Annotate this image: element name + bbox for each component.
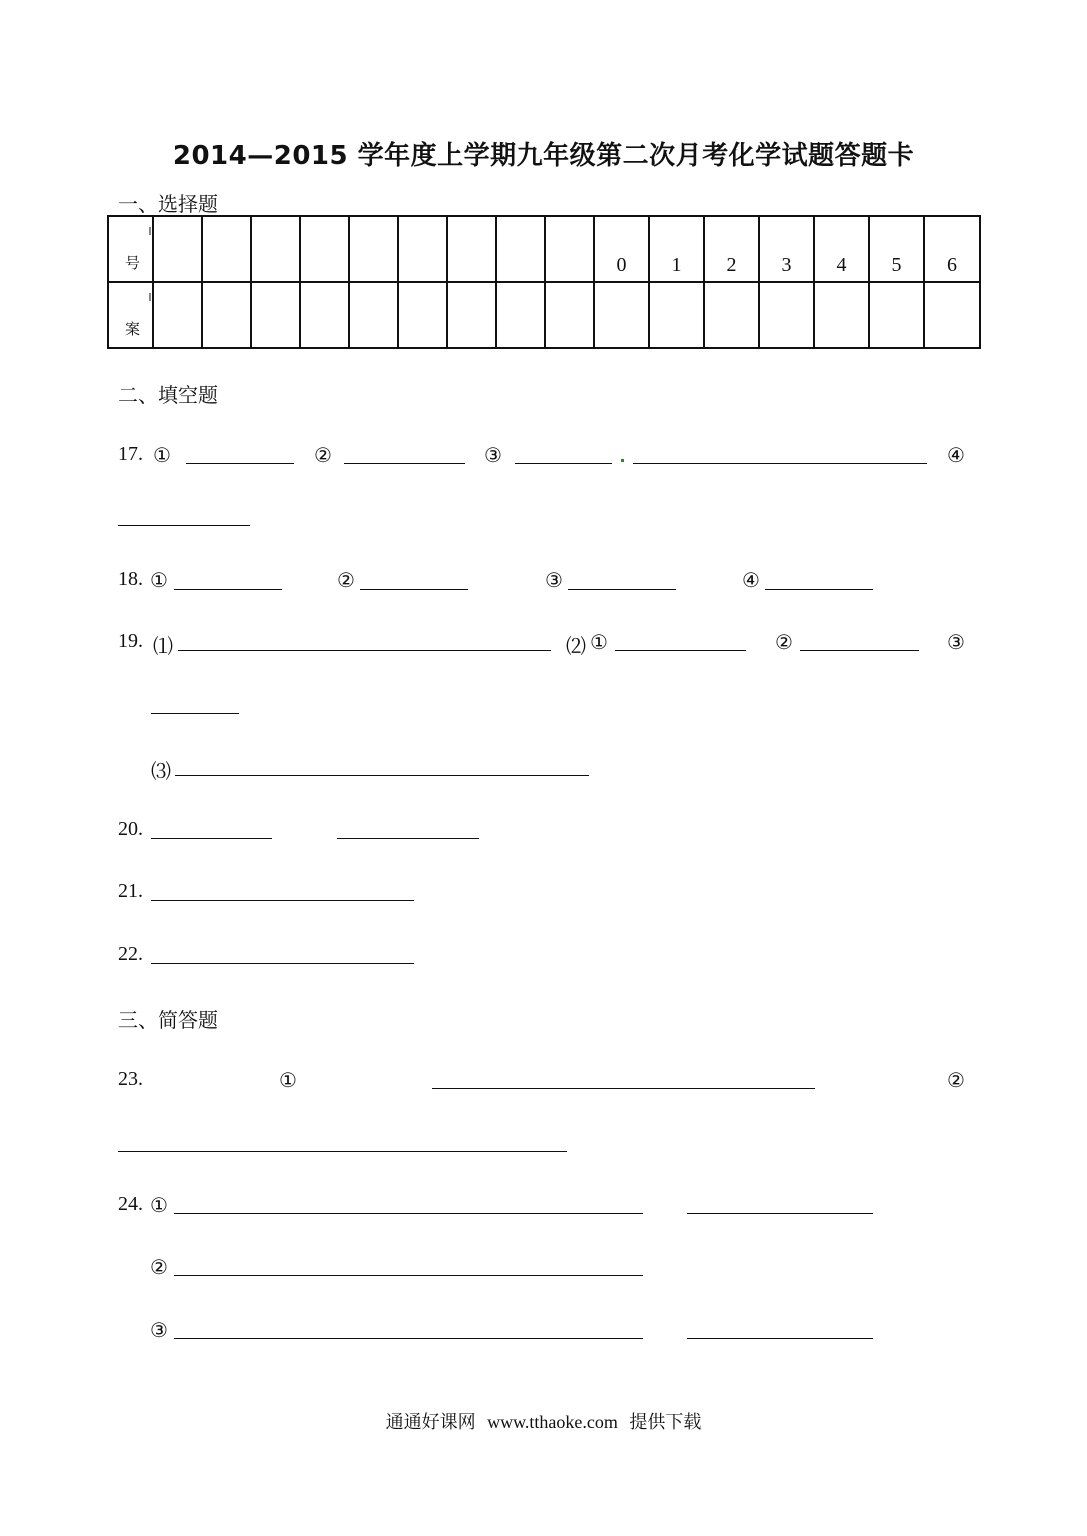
q24-blank-1b[interactable] bbox=[687, 1213, 873, 1214]
q22-blank[interactable] bbox=[151, 963, 414, 964]
answer-cell[interactable] bbox=[300, 282, 349, 348]
q19-blank-5[interactable] bbox=[175, 775, 589, 776]
grid-number: 0 bbox=[616, 254, 627, 276]
answer-cell[interactable] bbox=[869, 282, 924, 348]
grid-row-numbers bbox=[108, 216, 980, 282]
q24-mark-1: ① bbox=[150, 1195, 168, 1217]
grid-number: 3 bbox=[781, 254, 792, 276]
q19-blank-3[interactable] bbox=[800, 650, 919, 651]
grid-number bbox=[350, 277, 397, 281]
q24-number: 24. bbox=[118, 1193, 143, 1215]
grid-number-cell bbox=[300, 216, 349, 282]
q24-blank-3a[interactable] bbox=[174, 1338, 643, 1339]
q18-blank-1[interactable] bbox=[174, 589, 282, 590]
page-title: 2014—2015 学年度上学期九年级第二次月考化学试题答题卡 bbox=[172, 141, 915, 171]
answer-cell[interactable] bbox=[924, 282, 980, 348]
q19-part-3: ⑶ bbox=[151, 761, 171, 783]
grid-number bbox=[546, 277, 593, 281]
stray-dot bbox=[621, 459, 624, 462]
q19-part-1: ⑴ bbox=[153, 636, 173, 658]
q19-mark-3: ③ bbox=[947, 632, 965, 654]
footer-site: 通通好课网 bbox=[385, 1412, 476, 1433]
q18-blank-3[interactable] bbox=[568, 589, 676, 590]
q17-blank-3[interactable] bbox=[515, 463, 612, 464]
grid-number bbox=[252, 277, 299, 281]
grid-row-label: 号 bbox=[125, 254, 141, 272]
q22-number: 22. bbox=[118, 943, 143, 965]
q18-mark-2: ② bbox=[337, 570, 355, 592]
grid-number-cell bbox=[649, 216, 704, 282]
q23-blank-1[interactable] bbox=[432, 1088, 815, 1089]
grid-number bbox=[399, 277, 446, 281]
q17-mark-4: ④ bbox=[947, 445, 965, 467]
q18-mark-4: ④ bbox=[742, 570, 760, 592]
grid-number-cell bbox=[869, 216, 924, 282]
q19-mark-2: ② bbox=[775, 632, 793, 654]
section-short-heading: 三、简答题 bbox=[118, 1008, 218, 1032]
grid-number-cell bbox=[814, 216, 869, 282]
q24-blank-1a[interactable] bbox=[174, 1213, 643, 1214]
answer-cell[interactable] bbox=[545, 282, 594, 348]
grid-number-cell bbox=[153, 216, 202, 282]
q17-blank-2[interactable] bbox=[344, 463, 465, 464]
q19-mark-1: ① bbox=[590, 632, 608, 654]
answer-cell[interactable] bbox=[594, 282, 649, 348]
answer-cell[interactable] bbox=[251, 282, 300, 348]
q18-mark-1: ① bbox=[150, 570, 168, 592]
grid-number-cell bbox=[398, 216, 447, 282]
grid-number: 4 bbox=[836, 254, 847, 276]
q24-blank-2[interactable] bbox=[174, 1275, 643, 1276]
grid-number-cell bbox=[447, 216, 496, 282]
grid-row-label: 案 bbox=[125, 320, 141, 338]
answer-cell[interactable] bbox=[447, 282, 496, 348]
q20-blank-2[interactable] bbox=[337, 838, 479, 839]
grid-number bbox=[301, 277, 348, 281]
answer-cell[interactable] bbox=[202, 282, 251, 348]
grid-number-cell bbox=[545, 216, 594, 282]
q24-mark-2: ② bbox=[150, 1257, 168, 1279]
answer-cell[interactable] bbox=[153, 282, 202, 348]
grid-number-cell bbox=[349, 216, 398, 282]
grid-number-cell bbox=[924, 216, 980, 282]
grid-number: 1 bbox=[671, 254, 682, 276]
q20-blank-1[interactable] bbox=[151, 838, 272, 839]
q24-blank-3b[interactable] bbox=[687, 1338, 873, 1339]
q23-blank-2[interactable] bbox=[118, 1151, 567, 1152]
q18-blank-2[interactable] bbox=[360, 589, 468, 590]
grid-number-cell bbox=[251, 216, 300, 282]
grid-number: 5 bbox=[891, 254, 902, 276]
answer-cell[interactable] bbox=[496, 282, 545, 348]
q19-blank-4[interactable] bbox=[151, 713, 239, 714]
answer-cell[interactable] bbox=[398, 282, 447, 348]
cell-mark bbox=[149, 293, 151, 301]
section-fill-heading: 二、填空题 bbox=[118, 383, 218, 407]
answer-cell[interactable] bbox=[704, 282, 759, 348]
grid-number: 6 bbox=[947, 254, 957, 276]
footer-suffix: 提供下载 bbox=[629, 1412, 702, 1433]
q20-number: 20. bbox=[118, 818, 143, 840]
answer-cell[interactable] bbox=[759, 282, 814, 348]
q19-blank-1[interactable] bbox=[178, 650, 551, 651]
answer-cell[interactable] bbox=[814, 282, 869, 348]
q19-blank-2[interactable] bbox=[615, 650, 746, 651]
q17-blank-4[interactable] bbox=[118, 525, 250, 526]
q17-number: 17. bbox=[118, 443, 143, 465]
grid-row-label-cell bbox=[108, 216, 153, 282]
answer-cell[interactable] bbox=[649, 282, 704, 348]
q23-number: 23. bbox=[118, 1068, 143, 1090]
q17-mark-3: ③ bbox=[484, 445, 502, 467]
q18-number: 18. bbox=[118, 568, 143, 590]
q19-number: 19. bbox=[118, 630, 143, 652]
answer-cell[interactable] bbox=[349, 282, 398, 348]
grid-number-cell bbox=[759, 216, 814, 282]
q23-mark-2: ② bbox=[947, 1070, 965, 1092]
footer bbox=[0, 1408, 1087, 1434]
grid-number bbox=[154, 277, 201, 281]
q17-mark-2: ② bbox=[314, 445, 332, 467]
grid-number-cell bbox=[496, 216, 545, 282]
section-choice-heading: 一、选择题 bbox=[118, 192, 218, 216]
grid-number-cell bbox=[704, 216, 759, 282]
grid-number-cell bbox=[202, 216, 251, 282]
footer-url[interactable]: www.tthaoke.com bbox=[487, 1412, 618, 1432]
grid-number bbox=[448, 277, 495, 281]
q23-mark-1: ① bbox=[279, 1070, 297, 1092]
answer-grid bbox=[107, 215, 981, 349]
q18-blank-4[interactable] bbox=[765, 589, 873, 590]
q17-mark-1: ① bbox=[153, 445, 171, 467]
q24-mark-3: ③ bbox=[150, 1320, 168, 1342]
q17-blank-1[interactable] bbox=[186, 463, 294, 464]
q21-number: 21. bbox=[118, 880, 143, 902]
grid-row-answers bbox=[108, 282, 980, 348]
q21-blank[interactable] bbox=[151, 900, 414, 901]
q18-mark-3: ③ bbox=[545, 570, 563, 592]
grid-number bbox=[203, 277, 250, 281]
grid-number bbox=[497, 277, 544, 281]
grid-number-cell bbox=[594, 216, 649, 282]
grid-number: 2 bbox=[726, 254, 737, 276]
cell-mark bbox=[149, 227, 151, 235]
q17-blank-3b[interactable] bbox=[633, 463, 927, 464]
q19-part-2: ⑵ bbox=[566, 636, 586, 658]
grid-row-label-cell bbox=[108, 282, 153, 348]
